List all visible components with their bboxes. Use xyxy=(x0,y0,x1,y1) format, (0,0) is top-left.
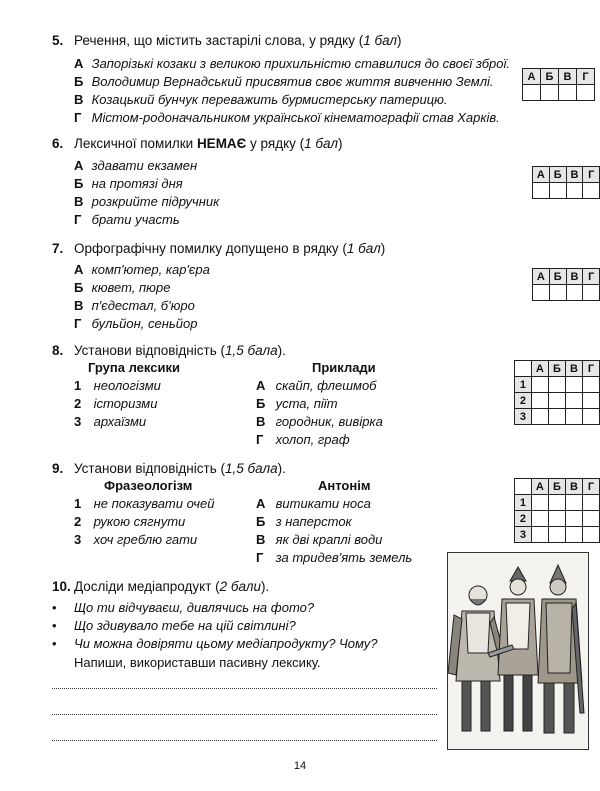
q8-right-d: Г холоп, граф xyxy=(256,432,350,447)
q8-answer-grid: А Б В Г 1 2 3 xyxy=(514,360,600,425)
answer-cell[interactable] xyxy=(583,409,600,425)
q8-right-header: Приклади xyxy=(312,360,376,375)
question-10-title: 10. Досліди медіапродукт (2 бали). xyxy=(52,579,270,594)
answer-cell[interactable] xyxy=(583,495,600,511)
answer-cell[interactable] xyxy=(583,393,600,409)
q5-option-c[interactable]: В Козацький бунчук переважить бурмистерську патерицю. xyxy=(74,92,448,107)
q6-answer-grid: А Б В Г xyxy=(532,166,600,199)
warriors-illustration xyxy=(448,553,587,748)
question-7-title: 7. Орфографічну помилку допущено в рядку (1 бал) xyxy=(52,241,386,256)
q7-option-b[interactable]: Б кювет, пюре xyxy=(74,280,171,295)
question-8-title: 8. Установи відповідність (1,5 бала). xyxy=(52,343,286,358)
answer-cell[interactable] xyxy=(583,183,600,199)
q9-answer-grid: А Б В Г 1 2 3 xyxy=(514,478,600,543)
q5-answer-grid: А Б В Г xyxy=(522,68,595,101)
answer-cell[interactable] xyxy=(531,377,548,393)
answer-cell[interactable] xyxy=(548,511,565,527)
answer-line-2[interactable] xyxy=(52,713,437,715)
answer-cell[interactable] xyxy=(549,285,566,301)
question-6-title: 6. Лексичної помилки НЕМАЄ у рядку (1 бал) xyxy=(52,136,343,151)
answer-cell[interactable] xyxy=(577,85,595,101)
q10-bullet-1: • Що ти відчуваєш, дивлячись на фото? xyxy=(52,600,315,615)
answer-cell[interactable] xyxy=(548,409,565,425)
q10-instruction: Напиши, використавши пасивну лексику. xyxy=(74,655,321,670)
answer-cell[interactable] xyxy=(566,511,583,527)
q8-left-header: Група лексики xyxy=(88,360,180,375)
answer-cell[interactable] xyxy=(566,495,583,511)
answer-line-3[interactable] xyxy=(52,739,437,741)
answer-cell[interactable] xyxy=(566,377,583,393)
q6-option-c[interactable]: В розкрийте підручник xyxy=(74,194,220,209)
page-number: 14 xyxy=(293,760,307,772)
answer-cell[interactable] xyxy=(566,393,583,409)
q8-right-c: В городник, вивірка xyxy=(256,414,383,429)
answer-cell[interactable] xyxy=(531,409,548,425)
q9-right-c: В як дві краплі води xyxy=(256,532,383,547)
answer-cell[interactable] xyxy=(531,511,548,527)
q6-option-b[interactable]: Б на протязі дня xyxy=(74,176,183,191)
answer-cell[interactable] xyxy=(548,393,565,409)
q8-left-2: 2 історизми xyxy=(74,396,158,411)
q8-left-1: 1 неологізми xyxy=(74,378,161,393)
q9-right-header: Антонім xyxy=(318,478,371,493)
answer-cell[interactable] xyxy=(566,285,583,301)
q9-right-b: Б з наперсток xyxy=(256,514,352,529)
q9-left-3: 3 хоч греблю гати xyxy=(74,532,198,547)
q9-right-d: Г за тридев'ять земель xyxy=(256,550,413,565)
answer-cell[interactable] xyxy=(583,511,600,527)
answer-line-1[interactable] xyxy=(52,687,437,689)
answer-cell[interactable] xyxy=(583,285,600,301)
answer-cell[interactable] xyxy=(548,377,565,393)
q6-option-d[interactable]: Г брати участь xyxy=(74,212,180,227)
answer-cell[interactable] xyxy=(548,495,565,511)
answer-cell[interactable] xyxy=(531,527,548,543)
q8-left-3: 3 архаїзми xyxy=(74,414,147,429)
q9-left-header: Фразеологізм xyxy=(104,478,193,493)
q10-bullet-2: • Що здивувало тебе на цій світлині? xyxy=(52,618,296,633)
q9-left-2: 2 рукою сягнути xyxy=(74,514,186,529)
q8-right-a: А скайп, флешмоб xyxy=(256,378,377,393)
answer-cell[interactable] xyxy=(566,527,583,543)
q5-option-d[interactable]: Г Містом-родоначальником української кінематографії став Харків. xyxy=(74,110,500,125)
answer-cell[interactable] xyxy=(566,409,583,425)
answer-cell[interactable] xyxy=(531,393,548,409)
answer-cell[interactable] xyxy=(583,527,600,543)
q9-right-a: А витикати носа xyxy=(256,496,371,511)
answer-cell[interactable] xyxy=(566,183,583,199)
question-9-title: 9. Установи відповідність (1,5 бала). xyxy=(52,461,286,476)
answer-cell[interactable] xyxy=(549,183,566,199)
q7-option-a[interactable]: А комп'ютер, кар'єра xyxy=(74,262,210,277)
q5-option-b[interactable]: Б Володимир Вернадський присвятив своє життя вивченню Землі. xyxy=(74,74,494,89)
warriors-photo xyxy=(447,552,589,750)
answer-cell[interactable] xyxy=(533,285,550,301)
q7-option-d[interactable]: Г бульйон, сеньйор xyxy=(74,316,198,331)
q7-option-c[interactable]: В п'єдестал, б'юро xyxy=(74,298,195,313)
answer-cell[interactable] xyxy=(583,377,600,393)
q8-right-b: Б уста, піїт xyxy=(256,396,338,411)
answer-cell[interactable] xyxy=(541,85,559,101)
q5-option-a[interactable]: А Запорізькі козаки з великою прихильністю ставилися до своєї зброї. xyxy=(74,56,510,71)
q6-option-a[interactable]: А здавати екзамен xyxy=(74,158,198,173)
answer-cell[interactable] xyxy=(533,183,550,199)
q10-bullet-3: • Чи можна довіряти цьому медіапродукту? Чому? xyxy=(52,636,378,651)
answer-cell[interactable] xyxy=(531,495,548,511)
question-5-title: 5. Речення, що містить застарілі слова, у рядку (1 бал) xyxy=(52,33,402,48)
answer-cell[interactable] xyxy=(523,85,541,101)
answer-cell[interactable] xyxy=(559,85,577,101)
q7-answer-grid: А Б В Г xyxy=(532,268,600,301)
q9-left-1: 1 не показувати очей xyxy=(74,496,215,511)
answer-cell[interactable] xyxy=(548,527,565,543)
